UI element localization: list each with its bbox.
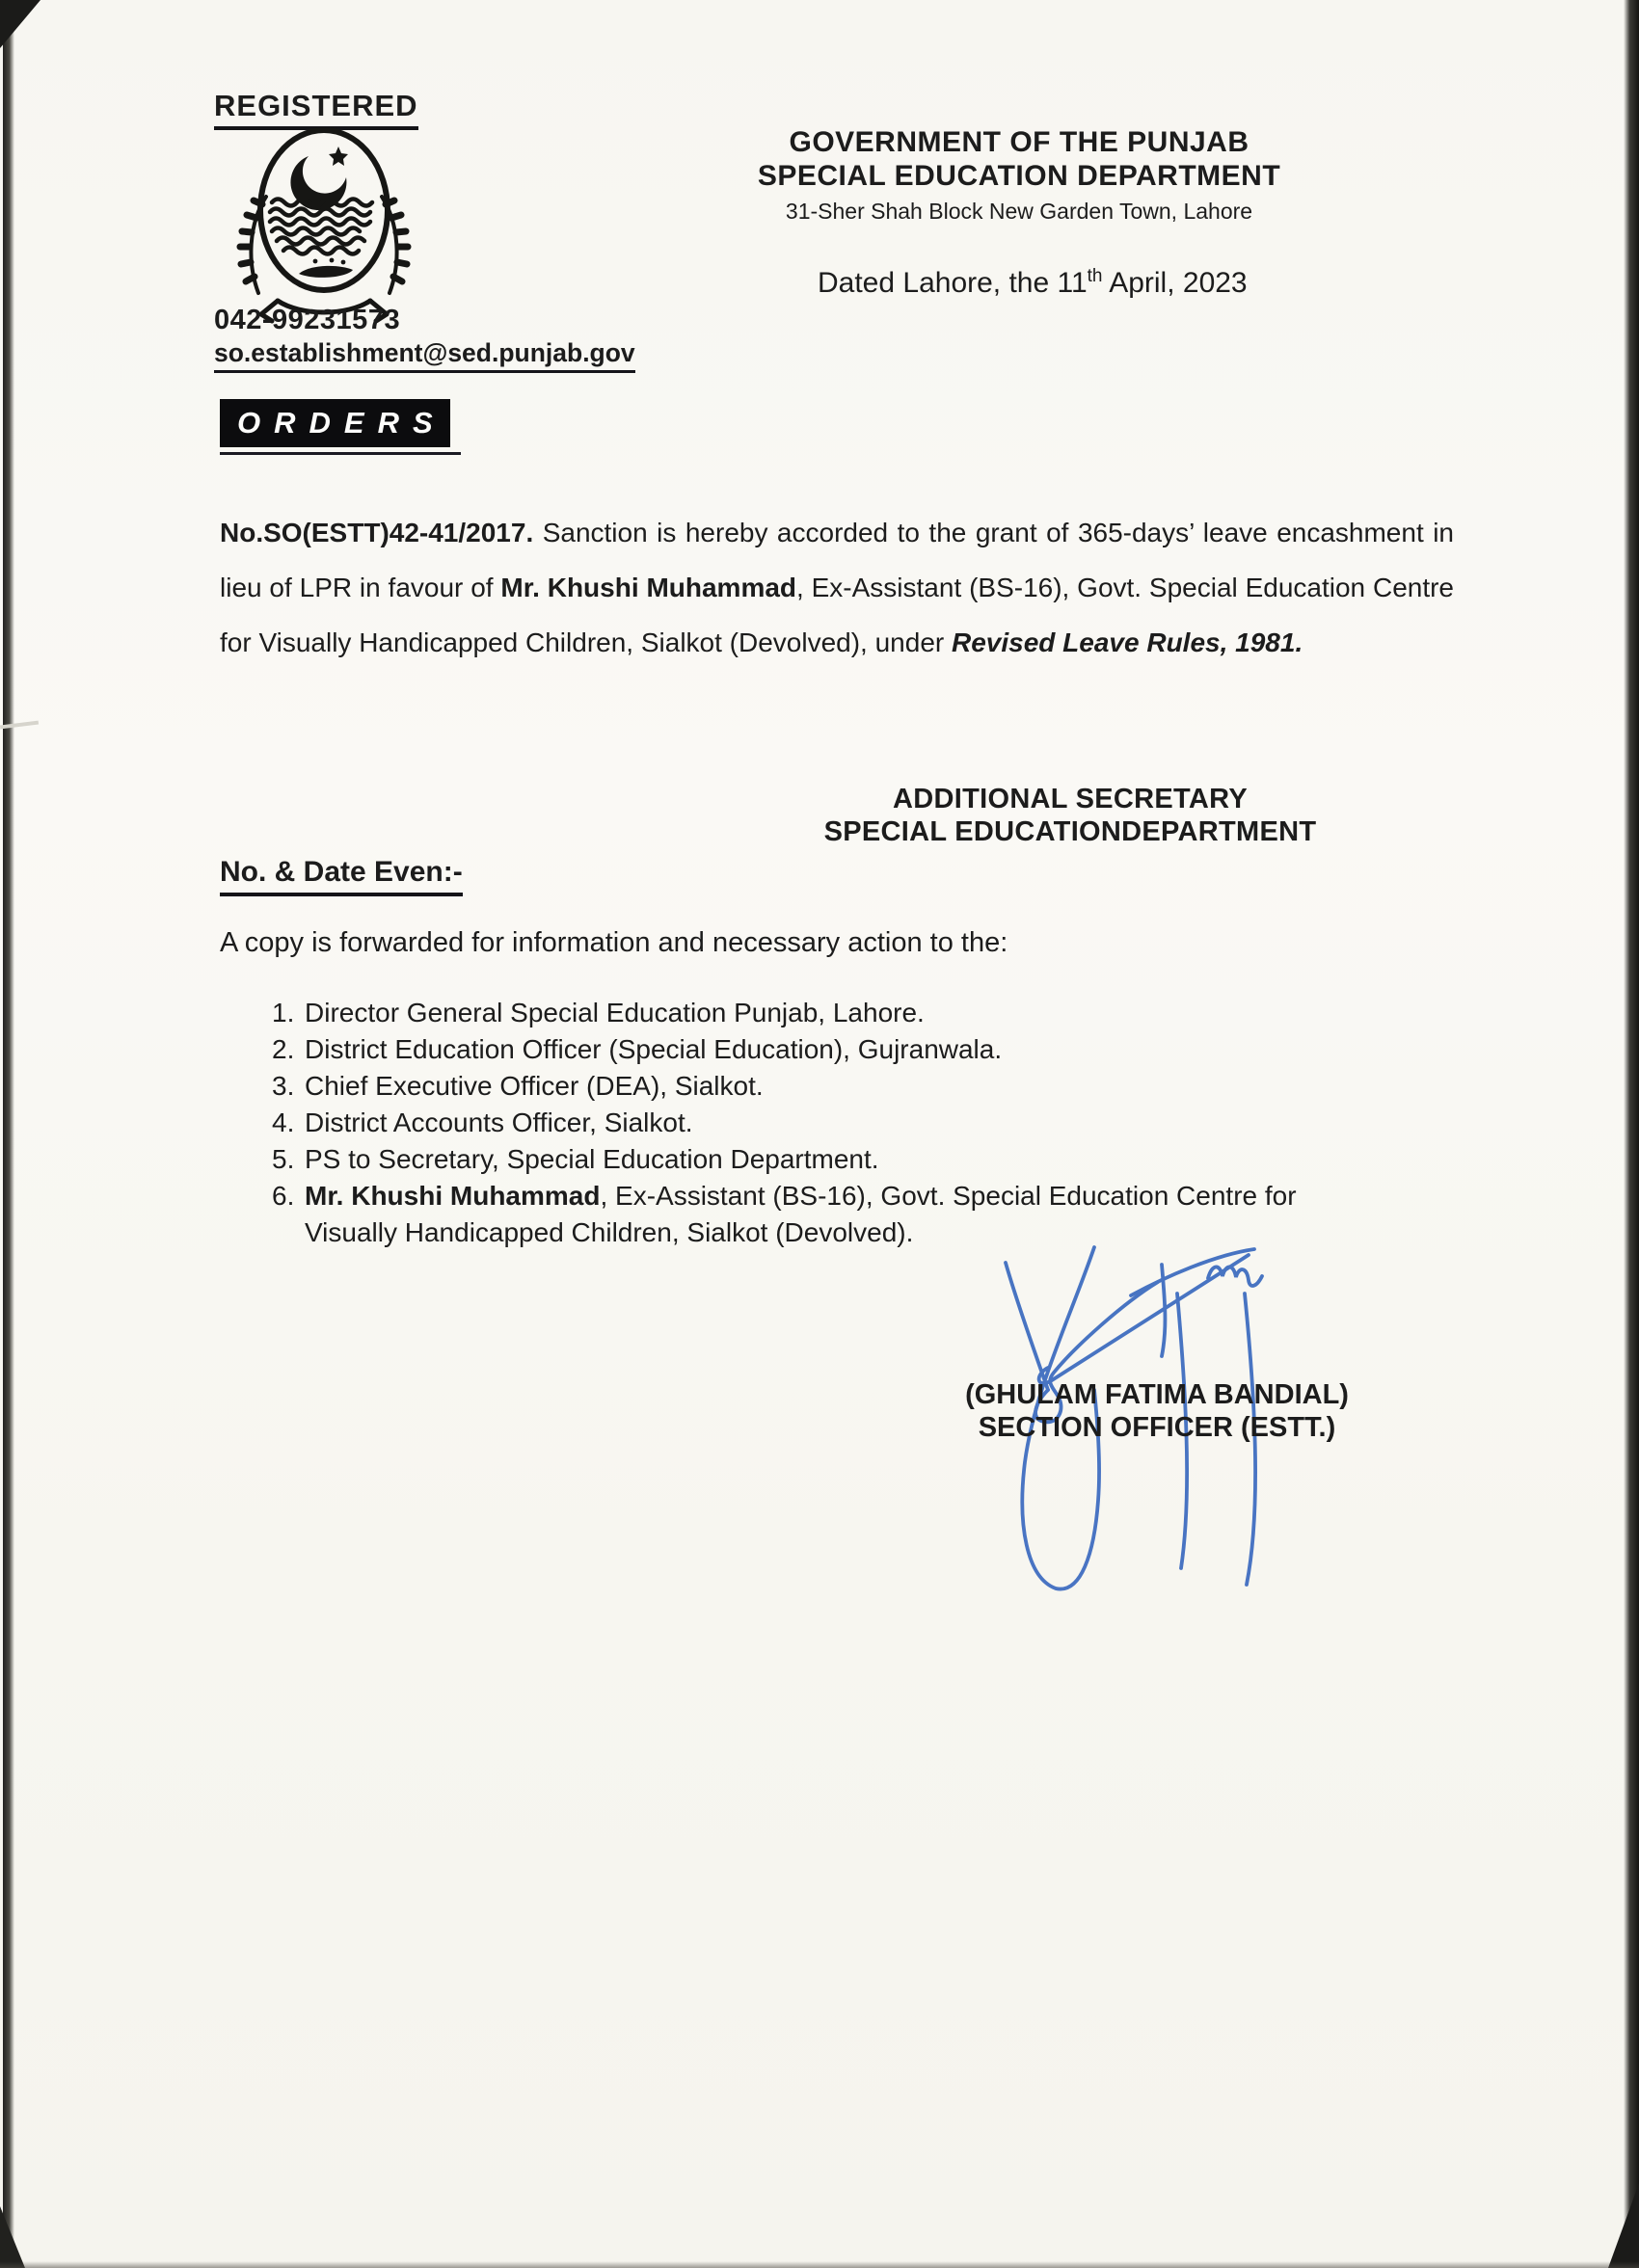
cc-list (272, 995, 1332, 1251)
date-line: Dated Lahore, the 11th April, 2023 (818, 266, 1248, 299)
list-item: 6. Mr. Khushi Muhammad, Ex-Assistant (BS-16), Govt. Special Education Centre for Visually Handicapped Children, Sialkot (Devolved). (272, 1181, 1297, 1247)
leave-rules-citation: Revised Leave Rules, 1981. (952, 627, 1303, 657)
email-address: so.establishment@sed.punjab.gov (214, 338, 635, 373)
department-name: SPECIAL EDUCATION DEPARTMENT (757, 160, 1281, 192)
scan-edge-left (3, 0, 14, 2268)
phone-number: 042-99231573 (214, 305, 401, 335)
signatory-name: (GHULAM FATIMA BANDIAL) (965, 1379, 1349, 1410)
government-name: GOVERNMENT OF THE PUNJAB (789, 126, 1249, 158)
list-item: 4. District Accounts Officer, Sialkot. (272, 1107, 693, 1137)
scan-corner-top-left (0, 0, 40, 48)
signatory-title: SECTION OFFICER (ESTT.) (978, 1412, 1336, 1443)
authority-department: SPECIAL EDUCATIONDEPARTMENT (823, 816, 1317, 847)
department-letterhead (682, 125, 1357, 226)
punjab-emblem-logo (222, 120, 426, 330)
beneficiary-name: Mr. Khushi Muhammad (500, 573, 797, 602)
signature-block (868, 1378, 1446, 1444)
order-reference-number: No.SO(ESTT)42-41/2017. (220, 518, 534, 547)
list-item: 2. District Education Officer (Special Education), Gujranwala. (272, 1034, 1003, 1064)
scan-edge-bottom (0, 2261, 1639, 2268)
registered-label: REGISTERED (214, 89, 418, 130)
approving-authority (733, 783, 1408, 848)
cc-heading: No. & Date Even:- (220, 856, 463, 896)
orders-underline (220, 452, 461, 455)
cc-intro: A copy is forwarded for information and necessary action to the: (220, 927, 1008, 958)
scan-corner-bottom-left (0, 2206, 25, 2268)
scan-corner-bottom-right (1608, 2183, 1639, 2268)
order-paragraph: No.SO(ESTT)42-41/2017. Sanction is hereby accorded to the grant of 365-days’ leave encashment in lieu of LPR in favour of Mr. Khushi Muhammad, Ex-Assistant (BS-16), Govt. Special Education Centre for Visually Handicapped Children, Sialkot (Devolved), under Revised Leave Rules, 1981. (220, 518, 1455, 657)
list-item: 5. PS to Secretary, Special Education Department. (272, 1144, 879, 1174)
orders-heading: ORDERS (220, 399, 450, 447)
department-address: 31-Sher Shah Block New Garden Town, Lahore (785, 199, 1253, 224)
authority-title: ADDITIONAL SECRETARY (893, 784, 1248, 814)
scan-edge-right (1624, 0, 1639, 2268)
list-item: 3. Chief Executive Officer (DEA), Sialkot. (272, 1071, 764, 1101)
ordinal-superscript: th (1087, 266, 1103, 286)
list-item: 1. Director General Special Education Punjab, Lahore. (272, 998, 925, 1027)
